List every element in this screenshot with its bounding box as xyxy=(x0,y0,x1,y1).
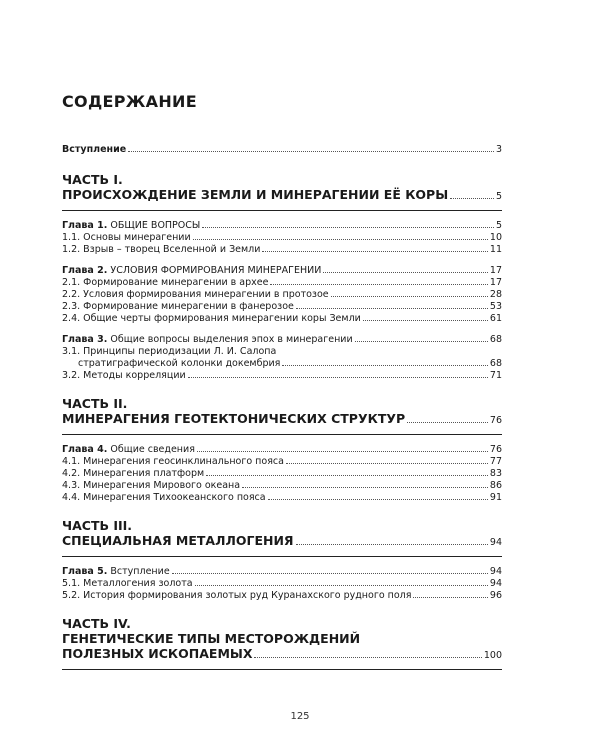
toc-entry-label: 4.1. Минерагения геосинклинального пояса xyxy=(62,456,284,467)
toc-page-number: 3 xyxy=(495,144,502,155)
toc-page-number: 10 xyxy=(489,232,502,243)
toc-page-number: 11 xyxy=(489,244,502,255)
toc-entry-intro[interactable] xyxy=(62,144,502,156)
part-4-subtitle-line1: ГЕНЕТИЧЕСКИЕ ТИПЫ МЕСТОРОЖДЕНИЙ xyxy=(62,631,361,646)
divider xyxy=(62,556,502,557)
chapter-title: Общие вопросы выделения эпох в минерагении xyxy=(110,334,353,345)
part-4-title: ЧАСТЬ IV. xyxy=(62,616,131,631)
toc-page-number: 61 xyxy=(489,313,502,324)
toc-page-number: 76 xyxy=(489,444,502,455)
toc-entry-label: стратиграфической колонки докембрия xyxy=(78,358,281,369)
toc-page-number: 96 xyxy=(489,590,502,601)
toc-page-number: 94 xyxy=(489,566,502,577)
part-2-title: ЧАСТЬ II. xyxy=(62,396,128,411)
chapter-title: УСЛОВИЯ ФОРМИРОВАНИЯ МИНЕРАГЕНИИ xyxy=(110,265,322,276)
toc-entry-label: 4.2. Минерагения платформ xyxy=(62,468,205,479)
leader-dots xyxy=(195,585,488,586)
toc-page-number: 71 xyxy=(489,370,502,381)
toc-entry-1-1[interactable] xyxy=(62,232,502,244)
leader-dots xyxy=(286,463,488,464)
divider xyxy=(62,210,502,211)
toc-entry-label: 2.2. Условия формирования минерагении в протозое xyxy=(62,289,329,300)
leader-dots xyxy=(270,284,487,285)
toc-page-number: 68 xyxy=(489,358,502,369)
toc-entry-label: 2.4. Общие черты формирования минерагении коры Земли xyxy=(62,313,361,324)
toc-entry-label: 5.2. История формирования золотых руд Куранахского рудного поля xyxy=(62,590,412,601)
toc-page-number: 17 xyxy=(489,265,502,276)
part-3-heading[interactable] xyxy=(62,533,502,551)
toc-entry-label: 2.3. Формирование минерагении в фанерозое xyxy=(62,301,294,312)
toc-entry-4-2[interactable] xyxy=(62,468,502,480)
toc-page-number: 53 xyxy=(489,301,502,312)
toc-chapter-4[interactable] xyxy=(62,444,502,456)
toc-chapter-2[interactable] xyxy=(62,265,502,277)
toc-page-number: 76 xyxy=(489,415,502,426)
toc-entry-label: 4.3. Минерагения Мирового океана xyxy=(62,480,241,491)
toc-entry-4-4[interactable] xyxy=(62,492,502,504)
toc-entry-label: 4.4. Минерагения Тихоокеанского пояса xyxy=(62,492,266,503)
leader-dots xyxy=(355,341,488,342)
toc-page-number: 68 xyxy=(489,334,502,345)
toc-entry-label: 3.2. Методы корреляции xyxy=(62,370,186,381)
leader-dots xyxy=(172,573,488,574)
toc-entry-3-1-line1[interactable]: 3.1. Принципы периодизации Л. И. Салопа xyxy=(62,346,277,357)
leader-dots xyxy=(193,239,488,240)
leader-dots xyxy=(413,597,487,598)
toc-entry-label: 2.1. Формирование минерагении в архее xyxy=(62,277,269,288)
chapter-label: Глава 1. xyxy=(62,220,108,231)
part-1-title: ЧАСТЬ I. xyxy=(62,172,123,187)
divider xyxy=(62,669,502,670)
toc-page-number: 83 xyxy=(489,468,502,479)
toc-page-number: 5 xyxy=(495,191,502,202)
toc-entry-label: 1.1. Основы минерагении xyxy=(62,232,191,243)
leader-dots xyxy=(331,296,488,297)
toc-entry-label: Вступление xyxy=(62,144,127,155)
leader-dots xyxy=(202,227,494,228)
toc-chapter-3[interactable] xyxy=(62,334,502,346)
part-4-heading[interactable] xyxy=(62,646,502,664)
table-of-contents xyxy=(62,92,502,679)
page-title: СОДЕРЖАНИЕ xyxy=(62,92,197,111)
toc-page-number: 86 xyxy=(489,480,502,491)
toc-page-number: 91 xyxy=(489,492,502,503)
part-2-subtitle: МИНЕРАГЕНИЯ ГЕОТЕКТОНИЧЕСКИХ СТРУКТУР xyxy=(62,411,406,426)
toc-entry-3-2[interactable] xyxy=(62,370,502,382)
toc-page-number: 94 xyxy=(489,578,502,589)
leader-dots xyxy=(282,365,488,366)
leader-dots xyxy=(323,272,488,273)
chapter-label: Глава 5. xyxy=(62,566,108,577)
chapter-label: Глава 3. xyxy=(62,334,108,345)
divider xyxy=(62,434,502,435)
chapter-title: Общие сведения xyxy=(110,444,195,455)
toc-entry-2-3[interactable] xyxy=(62,301,502,313)
toc-entry-label: 5.1. Металлогения золота xyxy=(62,578,193,589)
toc-page-number: 17 xyxy=(489,277,502,288)
toc-entry-2-4[interactable] xyxy=(62,313,502,325)
chapter-label: Глава 2. xyxy=(62,265,108,276)
part-3-title: ЧАСТЬ III. xyxy=(62,518,133,533)
toc-entry-5-1[interactable] xyxy=(62,578,502,590)
toc-page-number: 28 xyxy=(489,289,502,300)
part-1-subtitle: ПРОИСХОЖДЕНИЕ ЗЕМЛИ И МИНЕРАГЕНИИ ЕЁ КОРЫ xyxy=(62,187,449,202)
leader-dots xyxy=(296,544,488,545)
leader-dots xyxy=(254,657,481,658)
toc-page-number: 5 xyxy=(495,220,502,231)
chapter-title: Вступление xyxy=(110,566,170,577)
chapter-title: ОБЩИЕ ВОПРОСЫ xyxy=(110,220,201,231)
leader-dots xyxy=(363,320,488,321)
chapter-label: Глава 4. xyxy=(62,444,108,455)
leader-dots xyxy=(242,487,488,488)
leader-dots xyxy=(206,475,488,476)
toc-page-number: 100 xyxy=(483,650,502,661)
toc-entry-label: 1.2. Взрыв – творец Вселенной и Земли xyxy=(62,244,261,255)
leader-dots xyxy=(262,251,487,252)
toc-page-number: 94 xyxy=(489,537,502,548)
toc-entry-2-2[interactable] xyxy=(62,289,502,301)
part-3-subtitle: СПЕЦИАЛЬНАЯ МЕТАЛЛОГЕНИЯ xyxy=(62,533,294,548)
toc-entry-4-1[interactable] xyxy=(62,456,502,468)
toc-entry-2-1[interactable] xyxy=(62,277,502,289)
leader-dots xyxy=(450,198,494,199)
leader-dots xyxy=(128,151,494,152)
toc-entry-1-2[interactable] xyxy=(62,244,502,256)
part-1-heading[interactable] xyxy=(62,187,502,205)
leader-dots xyxy=(296,308,488,309)
page-number: 125 xyxy=(290,711,310,722)
toc-page-number: 77 xyxy=(489,456,502,467)
toc-chapter-5[interactable] xyxy=(62,566,502,578)
toc-entry-4-3[interactable] xyxy=(62,480,502,492)
toc-entry-5-2[interactable] xyxy=(62,590,502,602)
leader-dots xyxy=(268,499,488,500)
leader-dots xyxy=(197,451,488,452)
part-4-subtitle-line2: ПОЛЕЗНЫХ ИСКОПАЕМЫХ xyxy=(62,646,253,661)
leader-dots xyxy=(407,422,488,423)
toc-chapter-1[interactable] xyxy=(62,220,502,232)
leader-dots xyxy=(188,377,488,378)
part-2-heading[interactable] xyxy=(62,411,502,429)
toc-entry-3-1[interactable] xyxy=(62,358,502,370)
